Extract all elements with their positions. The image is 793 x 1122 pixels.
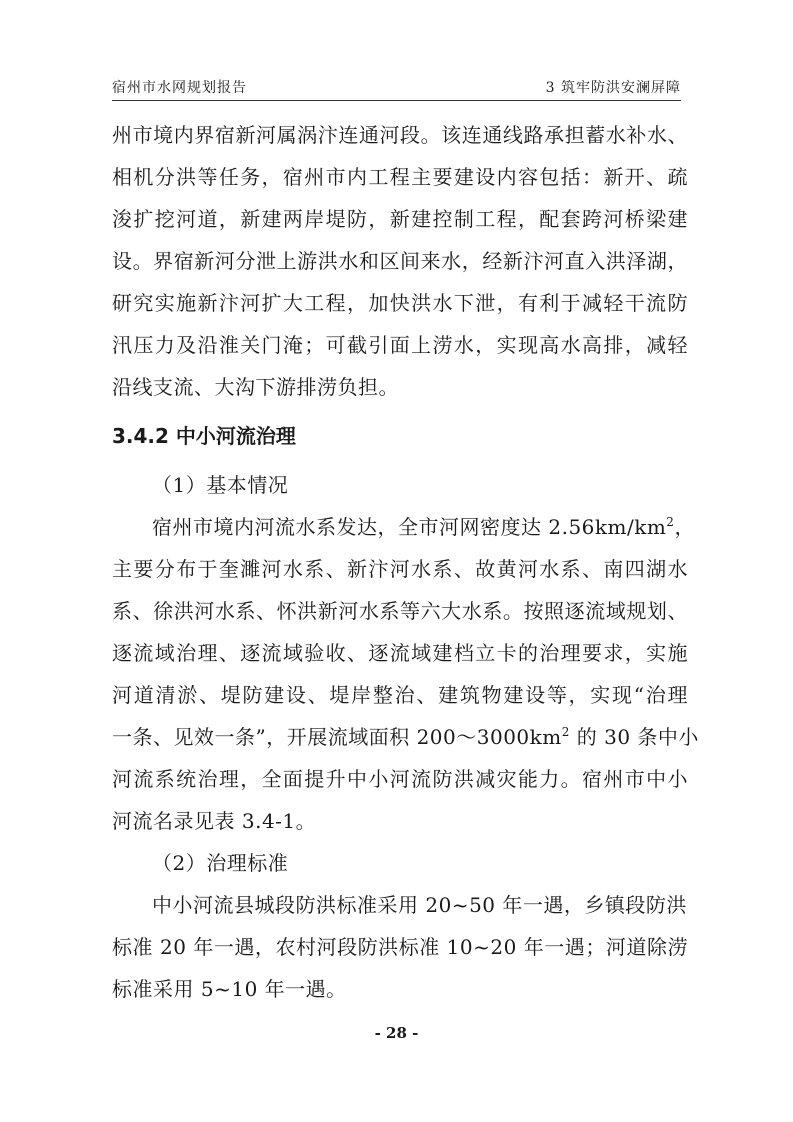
- body-line: 河流名录见表 3.4-1。: [112, 809, 317, 833]
- line-text: 的 30 条中小: [569, 725, 699, 749]
- body-line: 汛压力及沿淮关门淹；可截引面上涝水，实现高水高排，减轻: [112, 333, 688, 357]
- superscript: 2: [666, 515, 675, 529]
- line-text: 一条、见效一条”，开展流域面积 200～3000km: [112, 725, 562, 749]
- body-line: 逐流域治理、逐流域验收、逐流域建档立卡的治理要求，实施: [112, 641, 688, 665]
- body-line: [112, 506, 695, 548]
- body-line: 河流系统治理，全面提升中小河流防洪减灾能力。宿州市中小: [112, 767, 688, 791]
- section-heading: 3.4.2 中小河流治理: [112, 424, 296, 448]
- page-header: [112, 78, 681, 101]
- body-line: [112, 716, 699, 758]
- superscript: 2: [561, 725, 570, 739]
- body-line: 标准 20 年一遇，农村河段防洪标准 10~20 年一遇；河道除涝: [112, 935, 688, 959]
- body-line: 浚扩挖河道，新建两岸堤防，新建控制工程，配套跨河桥梁建: [112, 207, 688, 231]
- header-report-title: 宿州市水网规划报告: [112, 80, 247, 96]
- subsection-heading: （1）基本情况: [152, 473, 289, 497]
- body-line: 研究实施新汴河扩大工程，加快洪水下泄，有利于减轻干流防: [112, 291, 688, 315]
- body-line: 中小河流县城段防洪标准采用 20~50 年一遇，乡镇段防洪: [152, 893, 687, 917]
- body-line: 相机分洪等任务，宿州市内工程主要建设内容包括：新开、疏: [112, 165, 688, 189]
- line-text: 宿州市境内河流水系发达，全市河网密度达 2.56km/km: [152, 515, 667, 539]
- body-line: 系、徐洪河水系、怀洪新河水系等六大水系。按照逐流域规划、: [112, 599, 688, 623]
- body-line: 州市境内界宿新河属涡汴连通河段。该连通线路承担蓄水补水、: [112, 123, 688, 147]
- line-text: ，: [674, 515, 695, 539]
- body-line: 标准采用 5~10 年一遇。: [112, 977, 347, 1001]
- header-chapter-title: 3 筑牢防洪安澜屏障: [545, 80, 681, 96]
- body-line: 设。界宿新河分泄上游洪水和区间来水，经新汴河直入洪泽湖，: [112, 249, 688, 273]
- body-line: 主要分布于奎濉河水系、新汴河水系、故黄河水系、南四湖水: [112, 557, 688, 581]
- page-body: [112, 114, 699, 1010]
- body-line: 河道清淤、堤防建设、堤岸整治、建筑物建设等，实现“治理: [112, 683, 688, 707]
- subsection-heading: （2）治理标准: [152, 851, 289, 875]
- page-number: - 28 -: [374, 1024, 419, 1042]
- body-line: 沿线支流、大沟下游排涝负担。: [112, 375, 399, 399]
